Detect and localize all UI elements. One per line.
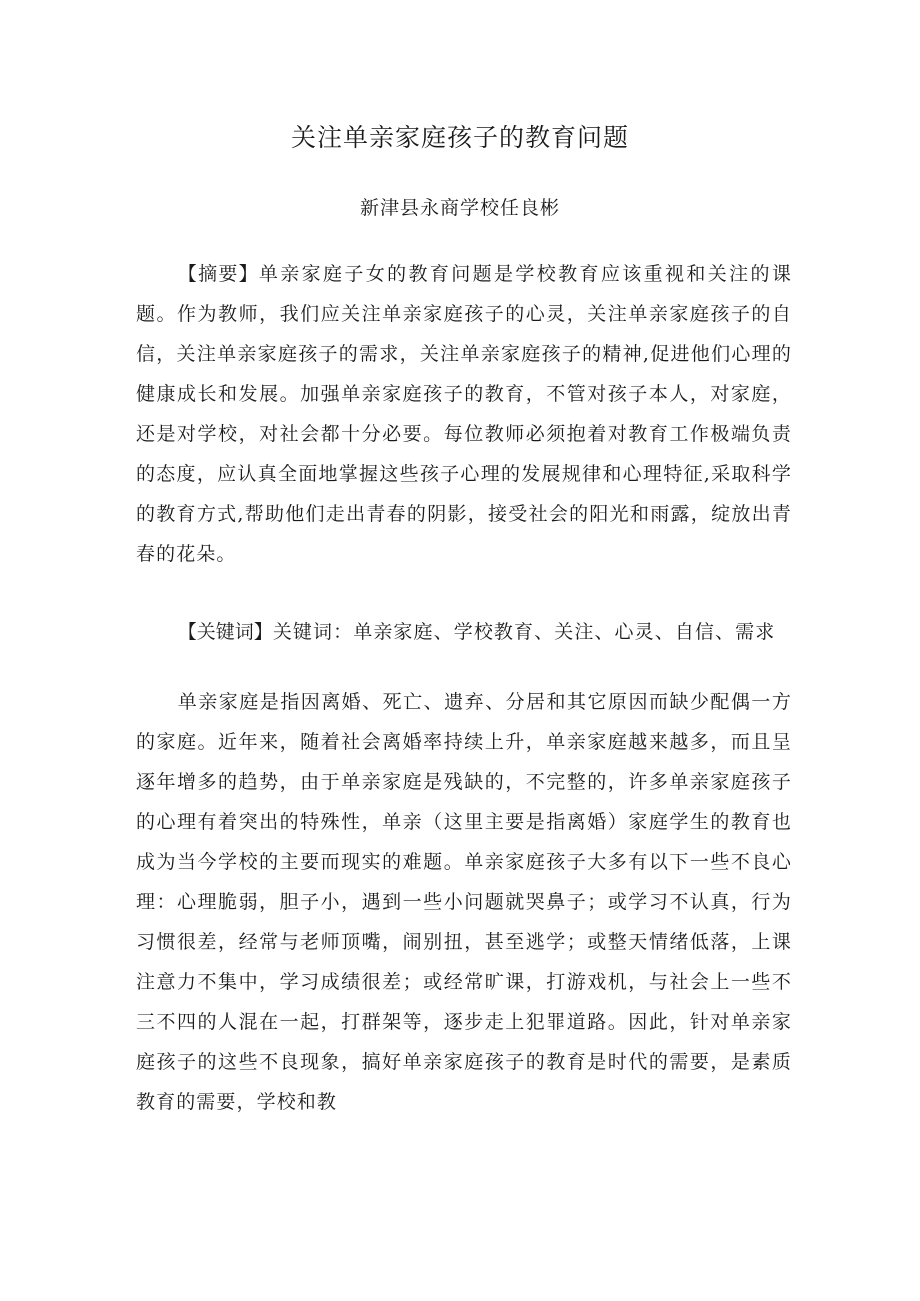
- document-title: 关注单亲家庭孩子的教育问题: [290, 123, 629, 152]
- abstract-paragraph: [136, 254, 792, 574]
- abstract-label: 【摘要】: [177, 263, 259, 285]
- author-line: 新津县永商学校任良彬: [359, 197, 560, 219]
- keywords-paragraph: [136, 612, 792, 652]
- keywords-label: 【关键词】: [177, 621, 273, 643]
- keywords-text: 关键词：单亲家庭、学校教育、关注、心灵、自信、需求: [272, 621, 776, 643]
- abstract-text: 单亲家庭子女的教育问题是学校教育应该重视和关注的课题。作为教师，我们应关注单亲家庭孩子的心灵，关注单亲家庭孩子的自信，关注单亲家庭孩子的需求，关注单亲家庭孩子的精神,促进他们心理的健康成长和发展。加强单亲家庭孩子的教育，不管对孩子本人，对家庭，还是对学校，对社会都十分必要。每位教师必须抱着对教育工作极端负责的态度，应认真全面地掌握这些孩子心理的发展规律和心理特征,采取科学的教育方式,帮助他们走出青春的阴影，接受社会的阳光和雨露，绽放出青春的花朵。: [136, 263, 792, 565]
- body-paragraph: 单亲家庭是指因离婚、死亡、遗弃、分居和其它原因而缺少配偶一方的家庭。近年来，随着社会离婚率持续上升，单亲家庭越来越多，而且呈逐年增多的趋势，由于单亲家庭是残缺的，不完整的，许多单亲家庭孩子的心理有着突出的特殊性，单亲（这里主要是指离婚）家庭学生的教育也成为当今学校的主要而现实的难题。单亲家庭孩子大多有以下一些不良心理：心理脆弱，胆子小，遇到一些小问题就哭鼻子；或学习不认真，行为习惯很差，经常与老师顶嘴，闹别扭，甚至逃学；或整天情绪低落，上课注意力不集中，学习成绩很差；或经常旷课，打游戏机，与社会上一些不三不四的人混在一起，打群架等，逐步走上犯罪道路。因此，针对单亲家庭孩子的这些不良现象，搞好单亲家庭孩子的教育是时代的需要，是素质教育的需要，学校和教: [136, 691, 792, 1113]
